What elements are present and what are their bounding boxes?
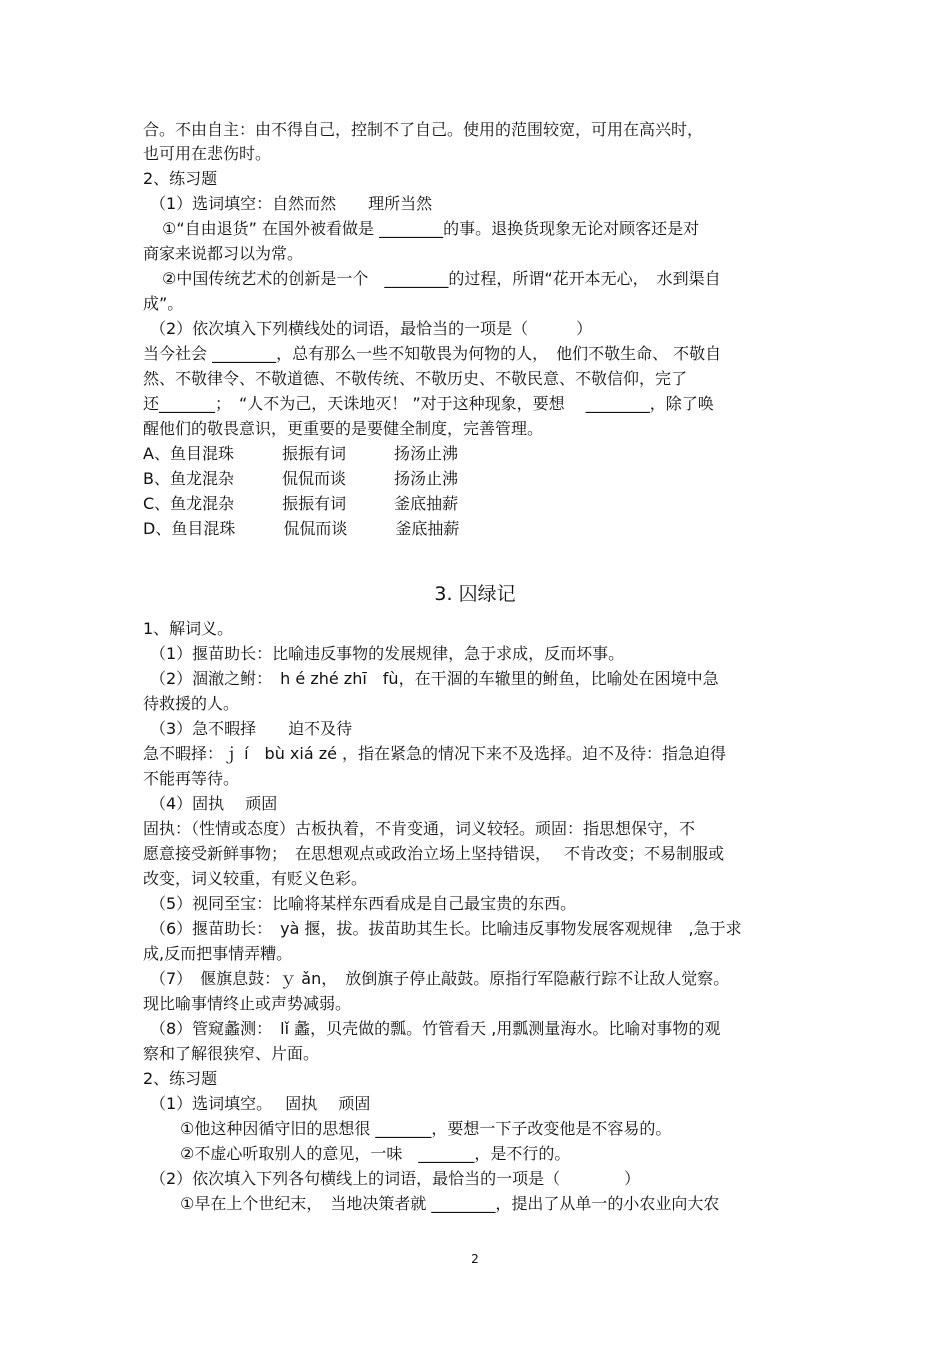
chapter-title: 3. 囚绿记 [434, 583, 516, 605]
text-line: 也可用在悲伤时。 [143, 144, 272, 163]
text-line: 然、不敬律令、不敬道德、不敬传统、不敬历史、不敬民意、不敬信仰，完了 [143, 369, 688, 388]
section-heading: 2、练习题 [143, 1069, 218, 1088]
text-line: 成”。 [143, 294, 184, 313]
exercise-heading: （1）选词填空。 固执 顽固 [150, 1094, 371, 1113]
text-line: 待救援的人。 [143, 694, 240, 713]
definition-line: （1）揠苗助长：比喻违反事物的发展规律，急于求成，反而坏事。 [150, 644, 625, 663]
text-line: 商家来说都习以为常。 [143, 244, 304, 263]
text-line: 急不暇择：ｊ í bù xiá zé ，指在紧急的情况下来不及选择。迫不及待：指急迫得 [143, 744, 727, 763]
text-line: 成,反而把事情弄糟。 [143, 944, 293, 963]
text-line: 还_______； “人不为己，天诛地灭！ ”对于这种现象，要想 ________，除了唤 [143, 394, 714, 413]
definition-line: （6）揠苗助长： yà 揠，拔。拔苗助其生长。比喻违反事物发展客观规律 ,急于求 [150, 919, 742, 938]
answer-option-c: C、鱼龙混杂 振振有词 釜底抽薪 [143, 494, 459, 513]
text-line: 现比喻事情终止或声势减弱。 [143, 994, 352, 1013]
answer-option-d: D、鱼目混珠 侃侃而谈 釜底抽薪 [143, 519, 460, 538]
definition-line: （5）视同至宝：比喻将某样东西看成是自己最宝贵的东西。 [150, 894, 577, 913]
definition-line: （7） 偃旗息鼓：ｙ ǎn， 放倒旗子停止敲鼓。原指行军隐蔽行踪不让敌人觉察。 [150, 969, 730, 988]
exercise-heading: （2）依次填入下列横线处的词语，最恰当的一项是（ ） [150, 319, 593, 338]
exercise-item: ①他这种因循守旧的思想很 _______，要想一下子改变他是不容易的。 [180, 1119, 672, 1138]
answer-option-b: B、鱼龙混杂 侃侃而谈 扬汤止沸 [143, 469, 458, 488]
section-heading: 1、解词义。 [143, 619, 234, 638]
text-line: 察和了解很狭窄、片面。 [143, 1044, 320, 1063]
answer-option-a: A、鱼目混珠 振振有词 扬汤止沸 [143, 444, 458, 463]
text-line: 改变，词义较重，有贬义色彩。 [143, 869, 368, 888]
exercise-item: ①早在上个世纪末， 当地决策者就 ________，提出了从单一的小农业向大农 [180, 1194, 720, 1213]
exercise-item: ①“自由退货” 在国外被看做是 ________的事。退换货现象无论对顾客还是对 [162, 219, 700, 238]
text-line: 合。不由自主：由不得自己，控制不了自己。使用的范围较宽，可用在高兴时， [143, 120, 704, 139]
exercise-item: ②中国传统艺术的创新是一个 ________的过程，所谓“花开本无心， 水到渠自 [162, 269, 721, 288]
definition-line: （8）管窥蠡测： lǐ 蠡，贝壳做的瓢。竹管看天 ,用瓢测量海水。比喻对事物的观 [150, 1019, 721, 1038]
text-line: 固执：（性情或态度）古板执着，不肯变通，词义较轻。顽固：指思想保守，不 [143, 819, 696, 838]
definition-line: （4）固执 顽固 [150, 794, 278, 813]
exercise-item: ②不虚心听取别人的意见，一味 _______，是不行的。 [180, 1144, 571, 1163]
exercise-heading: （2）依次填入下列各句横线上的词语，最恰当的一项是（ ） [150, 1169, 641, 1188]
exercise-heading: （1）选词填空：自然而然 理所当然 [150, 194, 433, 213]
definition-line: （3）急不暇择 迫不及待 [150, 719, 353, 738]
section-heading: 2、练习题 [143, 169, 218, 188]
page-number: 2 [471, 1252, 479, 1266]
text-line: 当今社会 ________，总有那么一些不知敬畏为何物的人， 他们不敬生命、 不敬自 [143, 344, 722, 363]
text-line: 醒他们的敬畏意识，更重要的是要健全制度，完善管理。 [143, 419, 544, 438]
text-line: 不能再等待。 [143, 769, 240, 788]
definition-line: （2）涸澈之鲋： h é zhé zhī fù，在干涸的车辙里的鲋鱼，比喻处在困境中急 [150, 669, 719, 688]
text-line: 愿意接受新鲜事物； 在思想观点或政治立场上坚持错误， 不肯改变；不易制服或 [143, 844, 725, 863]
